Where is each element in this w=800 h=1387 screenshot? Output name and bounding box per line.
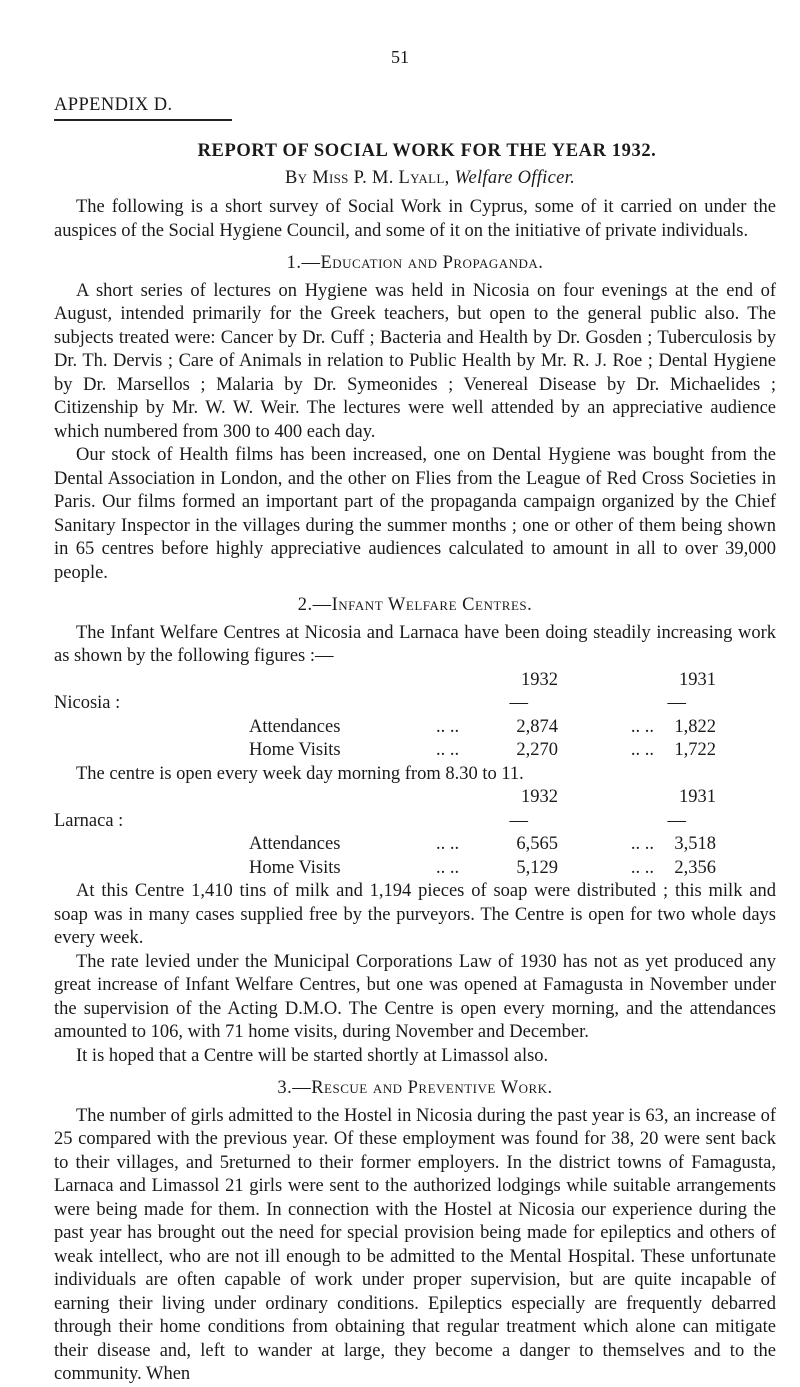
value-1931: 3,518 bbox=[674, 834, 716, 854]
paragraph-hostel: The number of girls admitted to the Hostel in Nicosia during the past year is 63, an increase of 25 compared with the previous year. Of these employment was found for 38, 20 were sent back to their villages, and 5returned to their former employers. In the district towns of Famagusta, Larnaca and Limassol 21 girls were sent to the authorized lodgings while suitable arrangements were being made for them. In connection with the Hostel at Nicosia our experience during the past year has brought out the need for special provision being made for epileptics and others of weak intellect, who are not ill enough to be admitted to the Mental Hospital. These unfortunate individuals are often capable of work under proper supervision, but are quite incapable of earning their living under ordinary conditions. Epileptics especially are frequently debarred through their home conditions from obtaining that regular treatment which alone can mitigate their disease and, left to wander at large, they become a danger to themselves and to the community. When bbox=[54, 1105, 776, 1384]
intro-paragraph: The following is a short survey of Social Work in Cyprus, some of it carried on under the auspices of the Social Hygiene Council, and some of it on the initiative of private individuals. bbox=[54, 197, 776, 241]
column-rule: — bbox=[509, 810, 528, 831]
larnaca-label: Larnaca : bbox=[54, 810, 124, 831]
nicosia-label: Nicosia : bbox=[54, 693, 121, 713]
value-1931: 1,822 bbox=[674, 716, 716, 737]
leader-dots: .. .. bbox=[436, 716, 460, 737]
paragraph-nicosia-hours: The centre is open every week day morning from 8.30 to 11. bbox=[76, 763, 524, 784]
author-name: By Miss P. M. Lyall, bbox=[284, 167, 450, 188]
leader-dots: .. .. bbox=[630, 716, 654, 737]
author-line bbox=[84, 167, 776, 191]
appendix-heading: APPENDIX D. bbox=[54, 95, 173, 115]
section-heading-infant-welfare: 2.—Infant Welfare Centres. bbox=[297, 595, 533, 615]
paragraph-films: Our stock of Health films has been increased, one on Dental Hygiene was bought from the Dental Association in London, and the other on Flies from the League of Red Cross Societies in Paris. Our films formed an important part of the propaganda campaign organized by the Chief Sanitary Inspector in the villages during the summer months ; one or other of them being shown in 65 centres before highly appreciative audiences calculated to amount in all to over 39,000 people. bbox=[54, 445, 776, 583]
paragraph-limassol: It is hoped that a Centre will be started shortly at Limassol also. bbox=[76, 1045, 549, 1066]
leader-dots: .. .. bbox=[436, 834, 460, 854]
value-1932: 2,874 bbox=[516, 716, 558, 737]
table-row bbox=[54, 739, 776, 763]
column-rule: — bbox=[509, 693, 528, 713]
table-row bbox=[54, 810, 776, 834]
row-label: Attendances bbox=[249, 716, 341, 737]
year-1931-header: 1931 bbox=[679, 669, 716, 690]
row-label: Home Visits bbox=[249, 740, 341, 760]
leader-dots: .. .. bbox=[436, 857, 460, 878]
year-1932-header: 1932 bbox=[521, 787, 558, 807]
appendix-underline bbox=[54, 119, 232, 121]
value-1932: 6,565 bbox=[516, 834, 558, 854]
paragraph-infant-intro: The Infant Welfare Centres at Nicosia and Larnaca have been doing steadily increasing work as shown by the following figures :— bbox=[54, 622, 776, 666]
row-label: Home Visits bbox=[249, 857, 341, 878]
column-rule: — bbox=[667, 810, 686, 831]
paragraph-milk-soap: At this Centre 1,410 tins of milk and 1,194 pieces of soap were distributed ; this milk and soap was in many cases supplied free by the purveyors. The Centre is open for two whole days every week. bbox=[54, 881, 776, 948]
year-1931-header: 1931 bbox=[679, 787, 716, 807]
table-row bbox=[54, 716, 776, 740]
value-1932: 2,270 bbox=[516, 740, 558, 760]
paragraph-lectures: A short series of lectures on Hygiene was held in Nicosia on four evenings at the end of August, intended primarily for the Greek teachers, but open to the general public also. The subjects treated were: Cancer by Dr. Cuff ; Bacteria and Health by Dr. Gosden ; Tuberculosis by Dr. Th. Dervis ; Care of Animals in relation to Public Health by Mr. R. J. Roe ; Dental Hygiene by Dr. Marsellos ; Malaria by Dr. Symeonides ; Venereal Disease by Dr. Michaelides ; Citizenship by Mr. W. W. Weir. The lectures were well attended by an appreciative audience which numbered from 300 to 400 each day. bbox=[54, 280, 776, 442]
report-title: REPORT OF SOCIAL WORK FOR THE YEAR 1932. bbox=[197, 141, 657, 161]
section-heading-rescue: 3.—Rescue and Preventive Work. bbox=[277, 1078, 553, 1098]
year-1932-header: 1932 bbox=[521, 669, 558, 690]
table-row bbox=[54, 857, 776, 881]
section-heading-education: 1.—Education and Propaganda. bbox=[286, 253, 544, 273]
paragraph-famagusta: The rate levied under the Municipal Corporations Law of 1930 has not as yet produced any great increase of Infant Welfare Centres, but one was opened at Famagusta in November under the supervision of the Acting D.M.O. The Centre is open every morning, and the attendances amounted to 106, with 71 home visits, during November and December. bbox=[54, 951, 776, 1042]
page-number: 51 bbox=[391, 47, 409, 67]
column-rule: — bbox=[667, 693, 686, 713]
leader-dots: .. .. bbox=[630, 857, 654, 878]
leader-dots: .. .. bbox=[630, 740, 654, 760]
report-body bbox=[54, 140, 776, 1387]
nicosia-figures-table bbox=[54, 669, 776, 763]
table-header-row bbox=[54, 786, 776, 810]
leader-dots: .. .. bbox=[436, 740, 460, 760]
table-row bbox=[54, 692, 776, 716]
table-header-row bbox=[54, 669, 776, 693]
table-row bbox=[54, 833, 776, 857]
row-label: Attendances bbox=[249, 834, 341, 854]
value-1931: 2,356 bbox=[674, 857, 716, 878]
author-role: Welfare Officer. bbox=[454, 167, 576, 188]
value-1931: 1,722 bbox=[674, 740, 716, 760]
value-1932: 5,129 bbox=[516, 857, 558, 878]
leader-dots: .. .. bbox=[630, 834, 654, 854]
larnaca-figures-table bbox=[54, 786, 776, 880]
